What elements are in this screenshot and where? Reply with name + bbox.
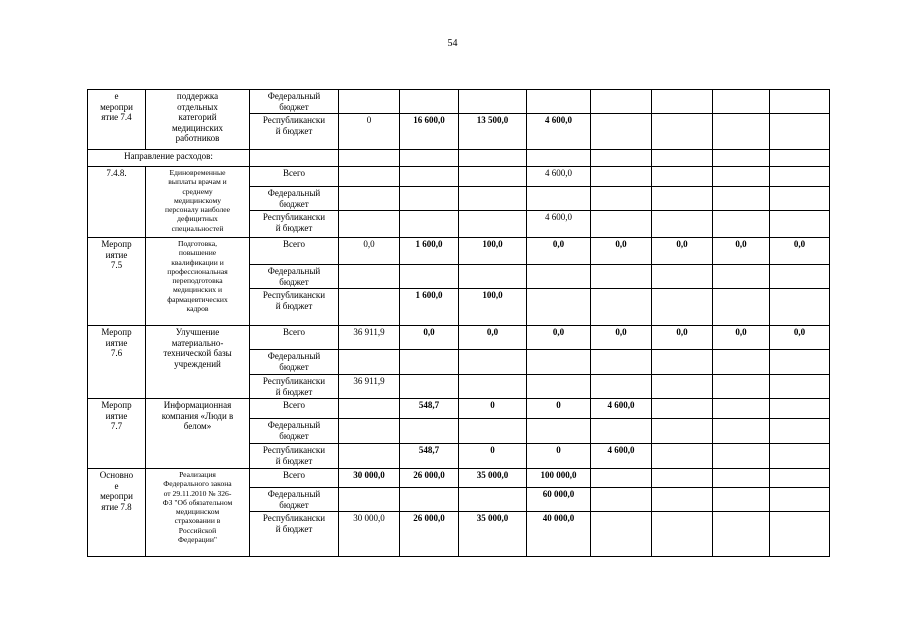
table-row xyxy=(88,167,830,187)
budget-source-label: Всего xyxy=(250,469,339,488)
value-cell: 35 000,0 xyxy=(459,469,527,488)
budget-source-label: Всего xyxy=(250,238,339,265)
measure-name: поддержка отдельных категорий медицинских работников xyxy=(146,90,250,150)
table-row xyxy=(88,150,830,167)
measure-name: Информационная компания «Люди в белом» xyxy=(146,399,250,469)
budget-source-label: Федеральный бюджет xyxy=(250,90,339,114)
value-cell: 0,0 xyxy=(652,238,713,265)
budget-table xyxy=(87,89,830,557)
value-cell: 0,0 xyxy=(339,238,400,265)
value-cell: 0 xyxy=(339,114,400,150)
budget-source-label: Республикански й бюджет xyxy=(250,211,339,238)
value-cell: 0,0 xyxy=(527,238,591,265)
value-cell: 4 600,0 xyxy=(527,167,591,187)
budget-source-label: Республикански й бюджет xyxy=(250,289,339,326)
value-cell: 0,0 xyxy=(527,326,591,350)
measure-name: Единовременные выплаты врачам и среднему медицинскому персоналу наиболее дефицитных специальностей xyxy=(146,167,250,238)
value-cell: 36 911,9 xyxy=(339,375,400,399)
value-cell: 4 600,0 xyxy=(527,114,591,150)
budget-source-label: Всего xyxy=(250,399,339,419)
measure-name: Реализация Федерального закона от 29.11.2010 № 326- ФЗ "Об обязательном медицинском страховании в Российской Федерации" xyxy=(146,469,250,557)
value-cell: 16 600,0 xyxy=(400,114,459,150)
value-cell: 4 600,0 xyxy=(527,211,591,238)
direction-label: Направление расходов: xyxy=(88,150,250,167)
value-cell: 100,0 xyxy=(459,289,527,326)
value-cell: 548,7 xyxy=(400,444,459,469)
value-cell: 0,0 xyxy=(400,326,459,350)
value-cell: 60 000,0 xyxy=(527,488,591,512)
value-cell: 0 xyxy=(527,444,591,469)
value-cell: 0,0 xyxy=(770,238,830,265)
value-cell: 0,0 xyxy=(591,326,652,350)
measure-code: 7.4.8. xyxy=(88,167,146,238)
value-cell: 13 500,0 xyxy=(459,114,527,150)
budget-source-label: Федеральный бюджет xyxy=(250,419,339,444)
value-cell: 36 911,9 xyxy=(339,326,400,350)
value-cell: 0,0 xyxy=(652,326,713,350)
value-cell: 26 000,0 xyxy=(400,469,459,488)
measure-code: е меропри ятие 7.4 xyxy=(88,90,146,150)
budget-source-label: Республикански й бюджет xyxy=(250,114,339,150)
value-cell: 548,7 xyxy=(400,399,459,419)
value-cell: 40 000,0 xyxy=(527,512,591,557)
value-cell: 0 xyxy=(527,399,591,419)
measure-code: Меропр иятие 7.7 xyxy=(88,399,146,469)
measure-name: Подготовка, повышение квалификации и профессиональная переподготовка медицинских и фармацевтических кадров xyxy=(146,238,250,326)
table-row xyxy=(88,238,830,265)
table-row xyxy=(88,469,830,488)
value-cell: 26 000,0 xyxy=(400,512,459,557)
budget-source-label: Республикански й бюджет xyxy=(250,375,339,399)
measure-code: Меропр иятие 7.5 xyxy=(88,238,146,326)
value-cell: 4 600,0 xyxy=(591,399,652,419)
table-row xyxy=(88,399,830,419)
value-cell: 0,0 xyxy=(770,326,830,350)
value-cell: 0 xyxy=(459,444,527,469)
value-cell: 30 000,0 xyxy=(339,469,400,488)
value-cell: 0 xyxy=(459,399,527,419)
budget-source-label: Федеральный бюджет xyxy=(250,350,339,375)
value-cell: 100,0 xyxy=(459,238,527,265)
measure-name: Улучшение материально- технической базы учреждений xyxy=(146,326,250,399)
budget-source-label: Федеральный бюджет xyxy=(250,265,339,289)
budget-source-label: Всего xyxy=(250,326,339,350)
budget-source-label: Федеральный бюджет xyxy=(250,187,339,211)
budget-source-label: Федеральный бюджет xyxy=(250,488,339,512)
budget-source-label: Всего xyxy=(250,167,339,187)
value-cell: 35 000,0 xyxy=(459,512,527,557)
value-cell: 1 600,0 xyxy=(400,289,459,326)
value-cell: 1 600,0 xyxy=(400,238,459,265)
table-row xyxy=(88,326,830,350)
value-cell: 4 600,0 xyxy=(591,444,652,469)
budget-source-label: Республикански й бюджет xyxy=(250,444,339,469)
value-cell: 0,0 xyxy=(459,326,527,350)
value-cell: 100 000,0 xyxy=(527,469,591,488)
page-number: 54 xyxy=(447,38,458,49)
value-cell: 0,0 xyxy=(713,326,770,350)
measure-code: Меропр иятие 7.6 xyxy=(88,326,146,399)
table-row xyxy=(88,90,830,114)
value-cell: 30 000,0 xyxy=(339,512,400,557)
measure-code: Основно е меропри ятие 7.8 xyxy=(88,469,146,557)
budget-source-label: Республикански й бюджет xyxy=(250,512,339,557)
value-cell: 0,0 xyxy=(713,238,770,265)
value-cell: 0,0 xyxy=(591,238,652,265)
